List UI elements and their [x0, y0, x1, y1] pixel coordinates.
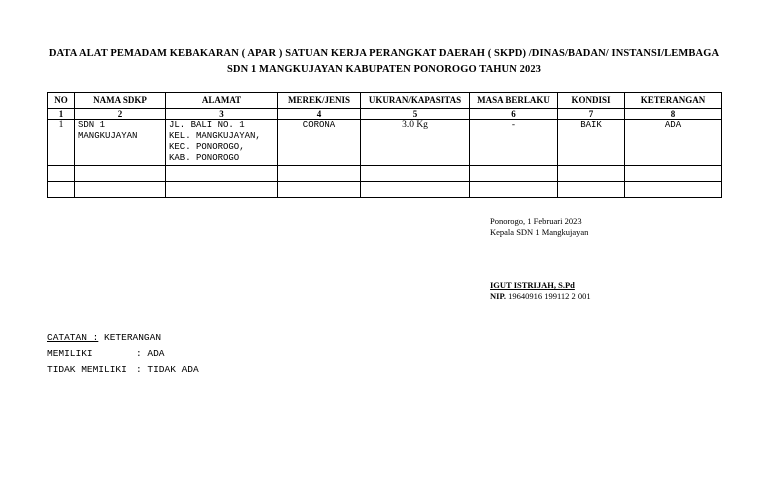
column-number: 4	[278, 109, 361, 120]
column-number: 1	[48, 109, 75, 120]
column-number: 8	[625, 109, 722, 120]
notes-value: : ADA	[136, 348, 165, 359]
header-merek-jenis: MEREK/JENIS	[278, 93, 361, 109]
table-row-empty	[48, 166, 722, 182]
header-no: NO	[48, 93, 75, 109]
alamat-line: KEL. MANGKUJAYAN,	[169, 131, 261, 141]
table-row	[48, 120, 722, 166]
notes-title-rest: KETERANGAN	[98, 332, 162, 343]
header-kondisi: KONDISI	[558, 93, 625, 109]
cell-nama-sdkp	[75, 120, 166, 166]
column-number: 2	[75, 109, 166, 120]
column-number: 6	[470, 109, 558, 120]
notes-row	[47, 348, 165, 359]
place-date: Ponorogo, 1 Februari 2023	[490, 216, 582, 226]
header-masa-berlaku: MASA BERLAKU	[470, 93, 558, 109]
table-header-row	[48, 93, 722, 109]
header-nama-sdkp: NAMA SDKP	[75, 93, 166, 109]
nama-line: SDN 1	[78, 120, 106, 130]
column-number-row	[48, 109, 722, 120]
cell-ukuran-kapasitas: 3.0 Kg	[361, 120, 470, 166]
cell-keterangan: ADA	[625, 120, 722, 166]
alamat-line: JL. BALI NO. 1	[169, 120, 245, 130]
column-number: 7	[558, 109, 625, 120]
signer-nip	[490, 291, 591, 301]
apar-table	[47, 92, 722, 198]
document-title: DATA ALAT PEMADAM KEBAKARAN ( APAR ) SATUAN KERJA PERANGKAT DAERAH ( SKPD) /DINAS/BADAN/ INSTANSI/LEMBAGA	[48, 48, 720, 59]
document-subtitle: SDN 1 MANGKUJAYAN KABUPATEN PONOROGO TAHUN 2023	[226, 64, 542, 75]
alamat-line: KAB. PONOROGO	[169, 153, 240, 163]
cell-merek-jenis: CORONA	[278, 120, 361, 166]
notes-value: : TIDAK ADA	[136, 364, 199, 375]
header-keterangan: KETERANGAN	[625, 93, 722, 109]
signer-position: Kepala SDN 1 Mangkujayan	[490, 227, 589, 237]
column-number: 5	[361, 109, 470, 120]
cell-kondisi: BAIK	[558, 120, 625, 166]
nama-line: MANGKUJAYAN	[78, 131, 138, 141]
nip-value: 19640916 199112 2 001	[508, 291, 591, 301]
header-ukuran-kapasitas: UKURAN/KAPASITAS	[361, 93, 470, 109]
notes-label: MEMILIKI	[47, 348, 93, 359]
cell-no: 1	[48, 120, 75, 166]
header-alamat: ALAMAT	[166, 93, 278, 109]
column-number: 3	[166, 109, 278, 120]
nip-label: NIP.	[490, 291, 506, 301]
table-row-empty	[48, 182, 722, 198]
notes-title	[47, 332, 161, 343]
alamat-line: KEC. PONOROGO,	[169, 142, 245, 152]
signer-name: IGUT ISTRIJAH, S.Pd	[490, 280, 575, 290]
cell-masa-berlaku: -	[470, 120, 558, 166]
notes-label: TIDAK MEMILIKI	[47, 364, 127, 375]
cell-alamat	[166, 120, 278, 166]
notes-title-label: CATATAN :	[47, 332, 99, 343]
notes-row	[47, 364, 199, 375]
